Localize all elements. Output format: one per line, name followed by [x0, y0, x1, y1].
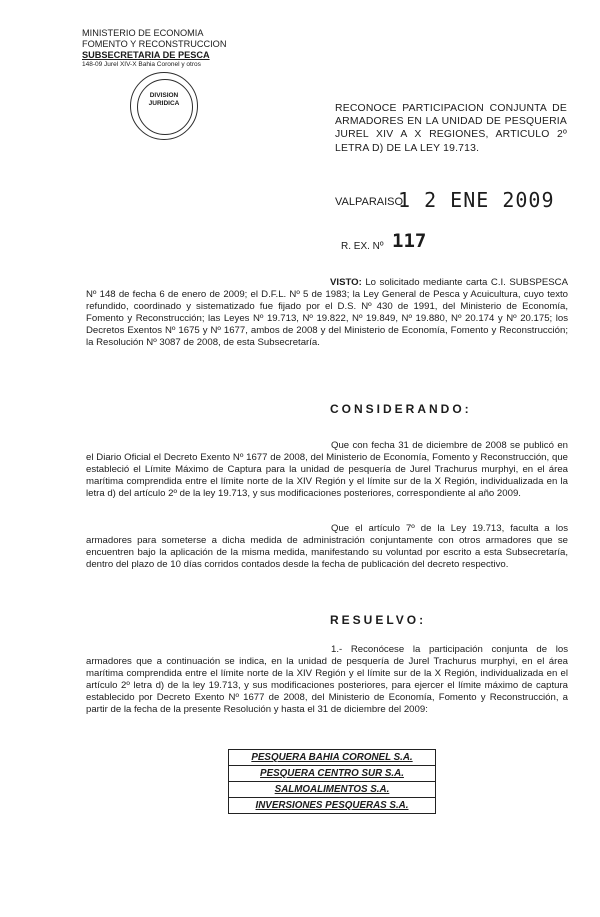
stamp-line-2: JURIDICA — [148, 100, 180, 107]
document-subject: RECONOCE PARTICIPACION CONJUNTA DE ARMADORES EN LA UNIDAD DE PESQUERIA JUREL XIV A X REGIONES, ARTICULO 2º LETRA D) DE LA LEY 19.713. — [335, 103, 567, 154]
resolution-label: R. EX. Nº — [341, 241, 384, 252]
company-row: SALMOALIMENTOS S.A. — [229, 782, 435, 798]
companies-table — [228, 749, 436, 814]
file-reference: 148-09 Jurel XIV-X Bahia Coronel y otros — [82, 61, 201, 68]
company-row: INVERSIONES PESQUERAS S.A. — [255, 800, 409, 811]
considerando-p2 — [86, 523, 568, 571]
subsecretaria-name: SUBSECRETARIA DE PESCA — [82, 50, 210, 60]
visto-section — [86, 277, 568, 350]
resuelvo-heading: RESUELVO: — [330, 613, 427, 627]
resolution-number: 117 — [392, 230, 427, 252]
resuelvo-p1-text: 1.- Reconócese la participación conjunta de los armadores que a continuación se indica, en la unidad de pesquería de Jurel Trachurus murphyi, en el área marítima comprendida entre el límite norte de la XIV Región y el límite sur de la X Región, individualizada en el artículo 2º letra d) de la ley 19.713, y sus modificaciones posteriores, para ejercer el límite máximo de captura establecido por Decreto Exento Nº 1677 de 2008, del Ministerio de Economía, Fomento y Reconstrucción, a partir de la fecha de la presente Resolución y hasta el 31 de diciembre del 2009: — [86, 644, 568, 716]
resuelvo-p1 — [86, 644, 568, 717]
place-label: VALPARAISO, — [335, 196, 407, 208]
considerando-p1-text: Que con fecha 31 de diciembre de 2008 se publicó en el Diario Oficial el Decreto Exento Nº 1677 de 2008, del Ministerio de Economía, Fomento y Reconstrucción, que estableció el Límite Máximo de Captura para la unidad de pesquería de Jurel Trachurus murphyi, en el área marítima comprendida entre el límite norte de la XIV Región y el límite sur de la X Región, individualizada en la letra d) del artículo 2º de la ley 19.713, y sus modificaciones posteriores, correspondiente al año 2009. — [86, 440, 568, 500]
stamp-line-1: DIVISION — [149, 92, 179, 99]
stamp-text — [131, 92, 197, 108]
considerando-p2-text: Que el artículo 7º de la Ley 19.713, faculta a los armadores para someterse a dicha medida de administración conjuntamente con otros armadores que se encuentren bajo la aplicación de la misma medida, manifestando su voluntad por escrito a esta Subsecretaría, dentro del plazo de 10 días corridos contados desde la fecha de publicación del decreto respectivo. — [86, 523, 568, 571]
visto-text: Lo solicitado mediante carta C.I. SUBSPESCA Nº 148 de fecha 6 de enero de 2009; el D.F.L. Nº 5 de 1983; la Ley General de Pesca y Acuicultura, cuyo texto refundido, coordinado y sistematizado fue fijado por el D.S. Nº 430 de 1991, del Ministerio de Economía, Fomento y Reconstrucción; las Leyes Nº 19.713, Nº 19.822, Nº 19.849, Nº 19.880, Nº 20.174 y Nº 20.175; los Decretos Exentos Nº 1675 y Nº 1677, ambos de 2008 y del Ministerio de Economía, Fomento y Reconstrucción; la Resolución Nº 3087 de 2008, de esta Subsecretaría. — [86, 277, 568, 349]
company-row: PESQUERA BAHIA CORONEL S.A. — [229, 750, 435, 766]
visto-label: VISTO: — [330, 277, 362, 288]
juridica-stamp — [130, 72, 198, 140]
considerando-p1 — [86, 440, 568, 500]
considerando-heading: CONSIDERANDO: — [330, 402, 472, 416]
ministry-name: MINISTERIO DE ECONOMIA — [82, 28, 204, 38]
ministry-header — [82, 28, 252, 69]
company-row: PESQUERA CENTRO SUR S.A. — [229, 766, 435, 782]
date-stamp: 1 2 ENE 2009 — [398, 188, 555, 212]
ministry-subname: FOMENTO Y RECONSTRUCCION — [82, 39, 227, 49]
